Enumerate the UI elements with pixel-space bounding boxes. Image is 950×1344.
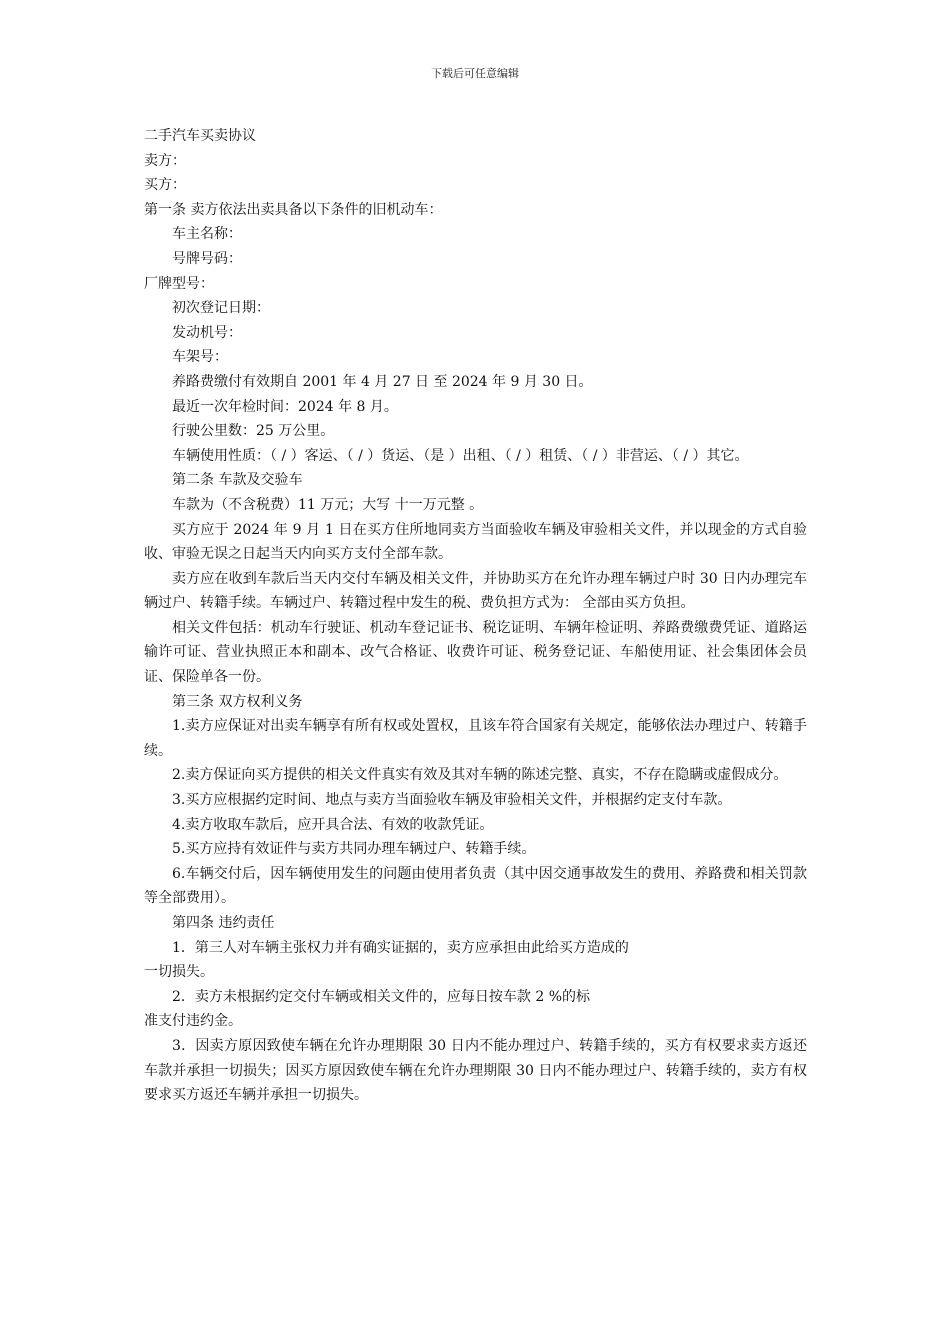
buyer-line: 买方： [144,177,186,194]
article2-paragraph: 买方应于 2024 年 9 月 1 日在买方住所地同卖方当面验收车辆及审验相关文件，并以现金的方式自验收、审验无误之日起当天内向买方支付全部车款。 [144,521,807,563]
engine-number-line: 发动机号： [172,324,242,341]
article3-item: 6.车辆交付后，因车辆使用发生的问题由使用者负责（其中因交通事故发生的费用、养路费和相关罚款等全部费用）。 [144,865,807,907]
article3-item: 5.买方应持有效证件与卖方共同办理车辆过户、转籍手续。 [172,841,536,858]
page-header-note: 下载后可任意编辑 [431,67,519,80]
article3-heading: 第三条 双方权利义务 [172,693,303,710]
mileage-line: 行驶公里数：25 万公里。 [172,423,335,440]
price-line: 车款为（不含税费）11 万元；大写 十一万元整 。 [172,496,484,513]
article3-item: 3.买方应根据约定时间、地点与卖方当面验收车辆及审验相关文件，并根据约定支付车款。 [172,792,732,809]
first-registration-line: 初次登记日期： [172,300,270,317]
document-body [144,124,807,1108]
article4-item-line: 1．第三人对车辆主张权力并有确实证据的，卖方应承担由此给买方造成的 [172,939,629,956]
article3-item: 2.卖方保证向买方提供的相关文件真实有效及其对车辆的陈述完整、真实，不存在隐瞒或虚假成分。 [172,767,788,784]
owner-line: 车主名称： [172,226,242,243]
road-fee-line: 养路费缴付有效期自 2001 年 4 月 27 日 至 2024 年 9 月 30 日。 [172,373,593,390]
document-title: 二手汽车买卖协议 [144,128,256,144]
article4-item: 3．因卖方原因致使车辆在允许办理期限 30 日内不能办理过户、转籍手续的，买方有权要求卖方返还车款并承担一切损失；因买方原因致使车辆在允许办理期限 30 日内不能办理过户、转籍手续的，卖方有权要求买方返还车辆并承担一切损失。 [144,1037,807,1104]
article1-heading: 第一条 卖方依法出卖具备以下条件的旧机动车： [144,201,443,218]
article2-heading: 第二条 车款及交验车 [172,472,303,489]
article3-item: 4.卖方收取车款后，应开具合法、有效的收款凭证。 [172,816,494,833]
article4-item-line: 一切损失。 [144,964,214,981]
article3-item: 1.卖方应保证对出卖车辆享有所有权或处置权，且该车符合国家有关规定，能够依法办理过户、转籍手续。 [144,718,807,759]
plate-line: 号牌号码： [172,250,242,267]
usage-line: 车辆使用性质：（ / ）客运、（ / ）货运、（是 ）出租、（ / ）租赁、（ / ）非营运、（ / ）其它。 [172,447,749,464]
article2-paragraph: 卖方应在收到车款后当天内交付车辆及相关文件，并协助买方在允许办理车辆过户时 30 日内办理完车辆过户、转籍手续。车辆过户、转籍过程中发生的税、费负担方式为： 全部由买方负担。 [144,570,807,612]
inspection-line: 最近一次年检时间：2024 年 8 月。 [172,398,398,415]
seller-line: 卖方： [144,152,186,169]
article4-item-line: 准支付违约金。 [144,1013,242,1030]
frame-number-line: 车架号： [172,349,228,366]
model-line: 厂牌型号： [144,275,214,292]
article4-heading: 第四条 违约责任 [172,915,275,931]
article4-item-line: 2．卖方未根据约定交付车辆或相关文件的，应每日按车款 2 %的标 [172,988,591,1005]
article2-paragraph: 相关文件包括：机动车行驶证、机动车登记证书、税讫证明、车辆年检证明、养路费缴费凭证、道路运输许可证、营业执照正本和副本、改气合格证、收费许可证、税务登记证、车船使用证、社会集团体会员证、保险单各一份。 [144,619,807,686]
